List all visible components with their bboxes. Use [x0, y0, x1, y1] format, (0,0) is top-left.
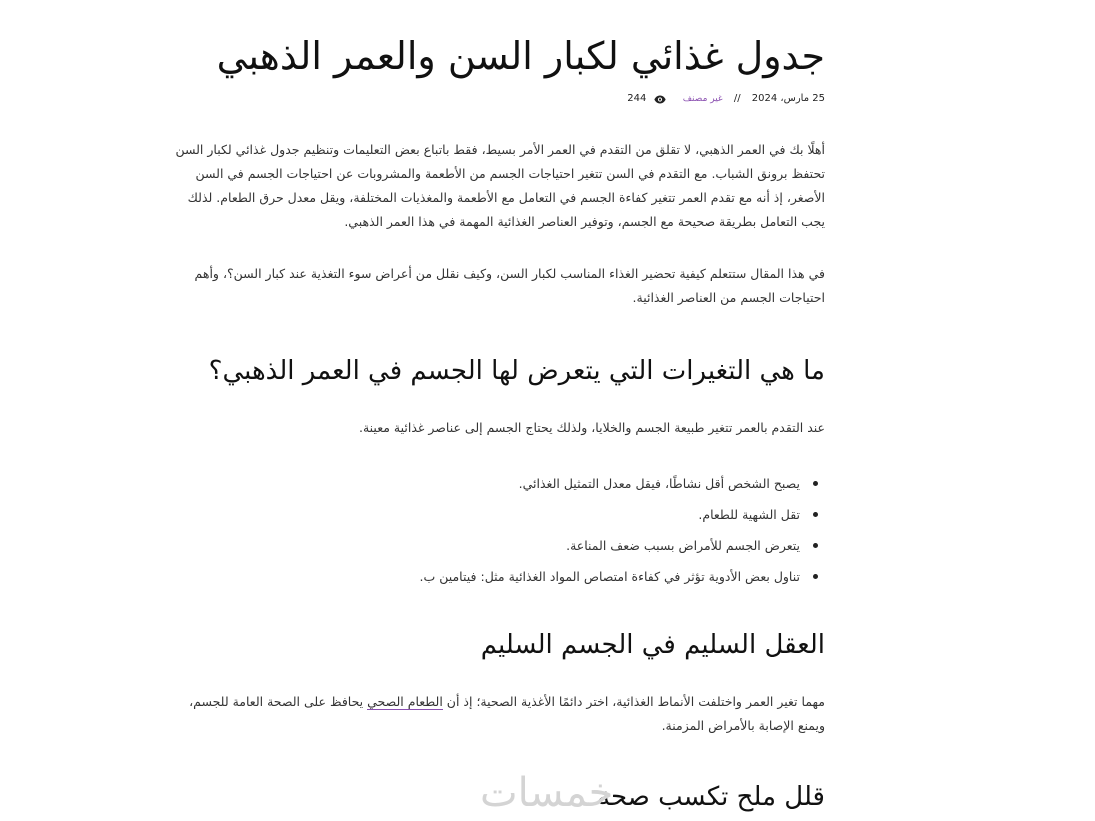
list-item: تناول بعض الأدوية تؤثر في كفاءة امتصاص المواد الغذائية مثل: فيتامين ب.	[160, 561, 825, 592]
section-heading-salt: قلل ملح تكسب صحة	[597, 782, 825, 812]
list-item: يتعرض الجسم للأمراض بسبب ضعف المناعة.	[160, 530, 825, 561]
changes-list	[160, 468, 825, 592]
section-paragraph-healthy-mind	[160, 690, 825, 738]
list-item: تقل الشهية للطعام.	[160, 499, 825, 530]
eye-icon	[654, 95, 666, 104]
paragraph-text-before-link: مهما تغير العمر واختلفت الأنماط الغذائية، اختر دائمًا الأغذية الصحية؛ إذ أن	[442, 694, 825, 709]
category-link[interactable]: غير مصنف	[682, 94, 723, 104]
post-date: 25 مارس، 2024	[751, 93, 825, 104]
second-paragraph: في هذا المقال ستتعلم كيفية تحضير الغذاء المناسب لكبار السن، وكيف نقلل من أعراض سوء التغذية عند كبار السن؟، وأهم احتياجات الجسم من العناصر الغذائية.	[194, 266, 825, 305]
list-item: يصبح الشخص أقل نشاطًا، فيقل معدل التمثيل الغذائي.	[160, 468, 825, 499]
intro-paragraph: أهلًا بك في العمر الذهبي، لا تقلق من التقدم في العمر الأمر بسيط، فقط باتباع بعض التعليمات وتنظيم جدول غذائي لكبار السن تحتفظ برونق الشباب. مع التقدم في السن تتغير احتياجات الجسم من الأطعمة والمشروبات عن احتياجات الجسم في السن الأصغر، إذ أنه مع تقدم العمر تتغير كفاءة الجسم في التعامل مع الأطعمة والمغذيات المختلفة، ويقل معدل حرق الطعام. لذلك يجب التعامل بطريقة صحيحة مع الجسم، وتوفير العناصر الغذائية المهمة في هذا العمر الذهبي.	[175, 142, 825, 229]
watermark-logo: خمسات	[480, 770, 614, 816]
section-paragraph-changes: عند التقدم بالعمر تتغير طبيعة الجسم والخلايا، ولذلك يحتاج الجسم إلى عناصر غذائية معينة.	[358, 420, 825, 435]
section-heading-healthy-mind: العقل السليم في الجسم السليم	[480, 630, 825, 660]
page-title: جدول غذائي لكبار السن والعمر الذهبي	[216, 34, 825, 78]
post-meta	[160, 91, 825, 108]
view-count: 244	[627, 93, 647, 104]
healthy-food-link[interactable]: الطعام الصحي	[367, 694, 443, 709]
meta-separator: //	[733, 93, 741, 104]
paragraph-text-after-link: يحافظ على الصحة العامة للجسم، ويمنع الإصابة بالأمراض المزمنة.	[189, 694, 825, 733]
section-heading-changes: ما هي التغيرات التي يتعرض لها الجسم في العمر الذهبي؟	[208, 356, 825, 386]
